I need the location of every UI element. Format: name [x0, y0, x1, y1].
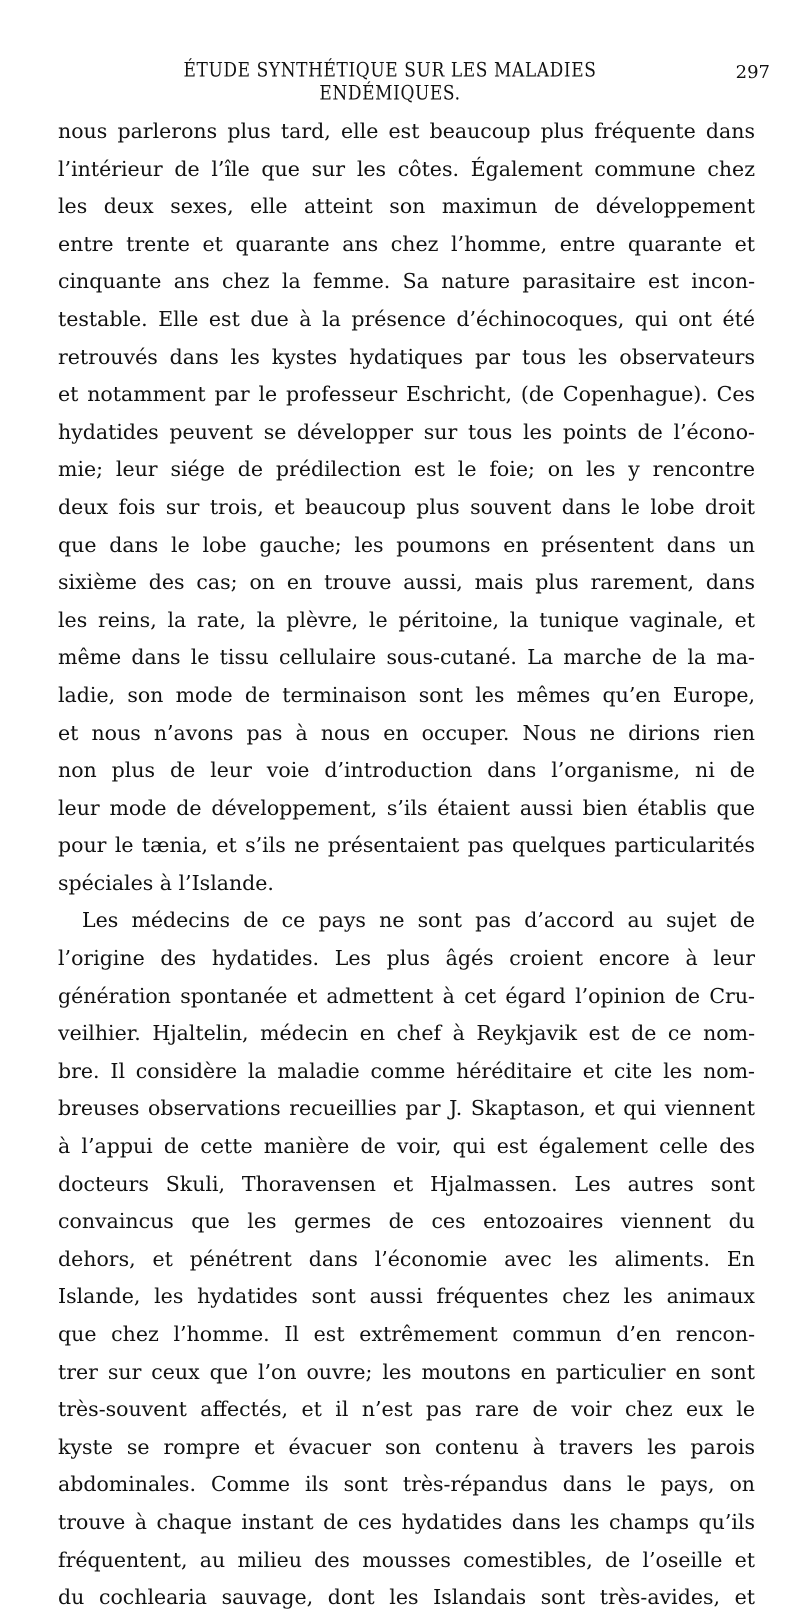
text-line: fréquentent, au milieu des mousses comestibles, de l’oseille et	[58, 1547, 755, 1572]
text-line: convaincus que les germes de ces entozoaires viennent du	[58, 1209, 755, 1234]
text-line: Les médecins de ce pays ne sont pas d’accord au sujet de	[82, 908, 755, 933]
running-title: ÉTUDE SYNTHÉTIQUE SUR LES MALADIES ENDÉMIQUES.	[183, 59, 597, 105]
text-line: testable. Elle est due à la présence d’échinocoques, qui ont été	[58, 306, 755, 331]
text-line: mie; leur siége de prédilection est le foie; on les y rencontre	[58, 457, 755, 482]
text-line: que chez l’homme. Il est extrêmement commun d’en rencon-	[58, 1322, 755, 1346]
text-line: l’intérieur de l’île que sur les côtes. Également commune chez	[58, 156, 755, 181]
text-line: dehors, et pénétrent dans l’économie avec les aliments. En	[58, 1246, 755, 1271]
text-line: sixième des cas; on en trouve aussi, mais plus rarement, dans	[58, 570, 755, 595]
text-line: pour le tænia, et s’ils ne présentaient pas quelques particularités	[58, 833, 755, 858]
text-line: trer sur ceux que l’on ouvre; les moutons en particulier en sont	[58, 1359, 755, 1384]
running-head	[110, 59, 780, 105]
text-line: que dans le lobe gauche; les poumons en présentent dans un	[58, 532, 755, 557]
text-line: ladie, son mode de terminaison sont les mêmes qu’en Europe,	[58, 682, 755, 707]
text-line: Islande, les hydatides sont aussi fréquentes chez les animaux	[58, 1284, 755, 1309]
body-text	[58, 113, 755, 1617]
text-line: deux fois sur trois, et beaucoup plus souvent dans le lobe droit	[58, 494, 755, 519]
text-line: cinquante ans chez la femme. Sa nature parasitaire est incon-	[58, 269, 755, 294]
text-line: même dans le tissu cellulaire sous-cutané. La marche de la ma-	[58, 645, 755, 670]
text-line: bre. Il considère la maladie comme héréditaire et cite les nom-	[58, 1058, 755, 1083]
text-line: très-souvent affectés, et il n’est pas rare de voir chez eux le	[58, 1397, 755, 1422]
text-line: entre trente et quarante ans chez l’homme, entre quarante et	[58, 231, 755, 256]
text-line: l’origine des hydatides. Les plus âgés croient encore à leur	[58, 946, 755, 971]
text-line: kyste se rompre et évacuer son contenu à travers les parois	[58, 1434, 755, 1459]
text-line: et nous n’avons pas à nous en occuper. Nous ne dirions rien	[58, 720, 755, 745]
page-number: 297	[735, 62, 770, 83]
text-line: à l’appui de cette manière de voir, qui est également celle des	[58, 1134, 755, 1159]
text-line: trouve à chaque instant de ces hydatides dans les champs qu’ils	[58, 1509, 755, 1534]
text-line: abdominales. Comme ils sont très-répandus dans le pays, on	[58, 1472, 755, 1497]
text-line: retrouvés dans les kystes hydatiques par tous les observateurs	[58, 344, 755, 369]
text-line: veilhier. Hjaltelin, médecin en chef à Reykjavik est de ce nom-	[58, 1021, 755, 1046]
text-line: spéciales à l’Islande.	[58, 870, 274, 895]
text-line: leur mode de développement, s’ils étaient aussi bien établis que	[58, 795, 755, 820]
text-line: hydatides peuvent se développer sur tous les points de l’écono-	[58, 419, 755, 444]
text-line: les reins, la rate, la plèvre, le péritoine, la tunique vaginale, et	[58, 607, 755, 632]
text-line: docteurs Skuli, Thoravensen et Hjalmassen. Les autres sont	[58, 1171, 755, 1196]
text-line: breuses observations recueillies par J. Skaptason, et qui viennent	[58, 1096, 755, 1121]
text-line: nous parlerons plus tard, elle est beaucoup plus fréquente dans	[58, 119, 755, 143]
text-line: les deux sexes, elle atteint son maximun de développement	[58, 194, 755, 219]
text-line: du cochlearia sauvage, dont les Islandais sont très-avides, et	[58, 1585, 755, 1610]
text-line: génération spontanée et admettent à cet égard l’opinion de Cru-	[58, 983, 755, 1008]
text-line: et notamment par le professeur Eschricht, (de Copenhague). Ces	[58, 382, 755, 407]
text-line: non plus de leur voie d’introduction dans l’organisme, ni de	[58, 758, 755, 783]
